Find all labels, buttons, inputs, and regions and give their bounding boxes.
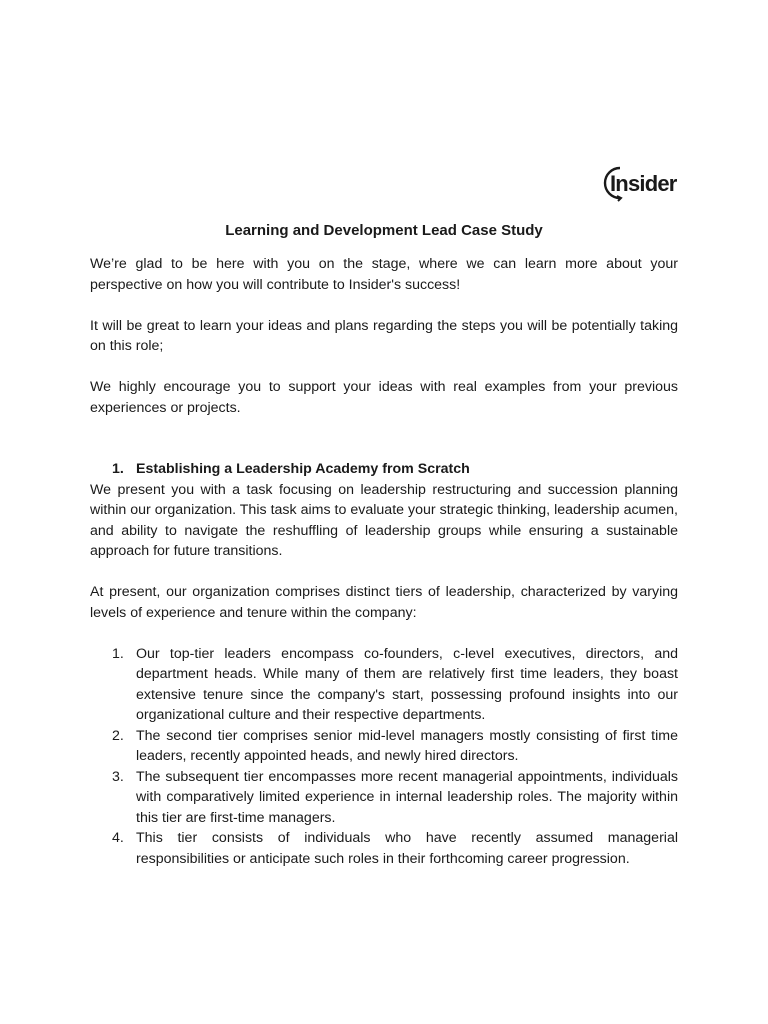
section-heading — [90, 459, 678, 480]
intro-paragraph-3: We highly encourage you to support your ideas with real examples from your previous experiences or projects. — [90, 379, 678, 416]
list-item-text: The second tier comprises senior mid-level managers mostly consisting of first time leaders, recently appointed heads, and newly hired directors. — [136, 727, 678, 764]
list-item — [112, 644, 678, 726]
document-title: Learning and Development Lead Case Study — [225, 222, 543, 239]
intro-paragraph-1: We’re glad to be here with you on the stage, where we can learn more about your perspective on how you will contribute to Insider's success! — [90, 256, 678, 293]
section-number: 1. — [112, 461, 124, 477]
list-item-text: This tier consists of individuals who have recently assumed managerial responsibilities or anticipate such roles in their forthcoming career progression. — [136, 830, 678, 867]
list-item-number: 4. — [112, 830, 124, 846]
logo-wordmark: Insider — [610, 171, 677, 196]
intro-paragraph-2: It will be great to learn your ideas and plans regarding the steps you will be potentially taking on this role; — [90, 317, 678, 354]
section-body-paragraph: We present you with a task focusing on leadership restructuring and succession planning within our organization. This task aims to evaluate your strategic thinking, leadership acumen, and ability to navigate the reshuffling of leadership groups while ensuring a sustainable approach for future transitions. — [90, 481, 678, 559]
list-item — [112, 828, 678, 869]
list-item-number: 1. — [112, 645, 124, 662]
list-item-text: Our top-tier leaders encompass co-founders, c-level executives, directors, and department heads. While many of them are relatively first time leaders, they boast extensive tenure since the company's start, possessing profound insights into our organizational culture and their respective departments. — [136, 645, 678, 723]
list-item-number: 3. — [112, 768, 124, 785]
list-item-number: 2. — [112, 727, 124, 744]
list-item-text: The subsequent tier encompasses more recent managerial appointments, individuals with comparatively limited experience in internal leadership roles. The majority within this tier are first-time managers. — [136, 768, 678, 826]
list-item — [112, 767, 678, 829]
section-title: Establishing a Leadership Academy from Scratch — [136, 461, 470, 477]
list-item — [112, 726, 678, 767]
tier-list — [90, 644, 678, 870]
document-body — [90, 220, 678, 869]
insider-logo — [598, 162, 680, 204]
section-body-paragraph-2: At present, our organization comprises distinct tiers of leadership, characterized by varying levels of experience and tenure within the company: — [90, 584, 678, 621]
